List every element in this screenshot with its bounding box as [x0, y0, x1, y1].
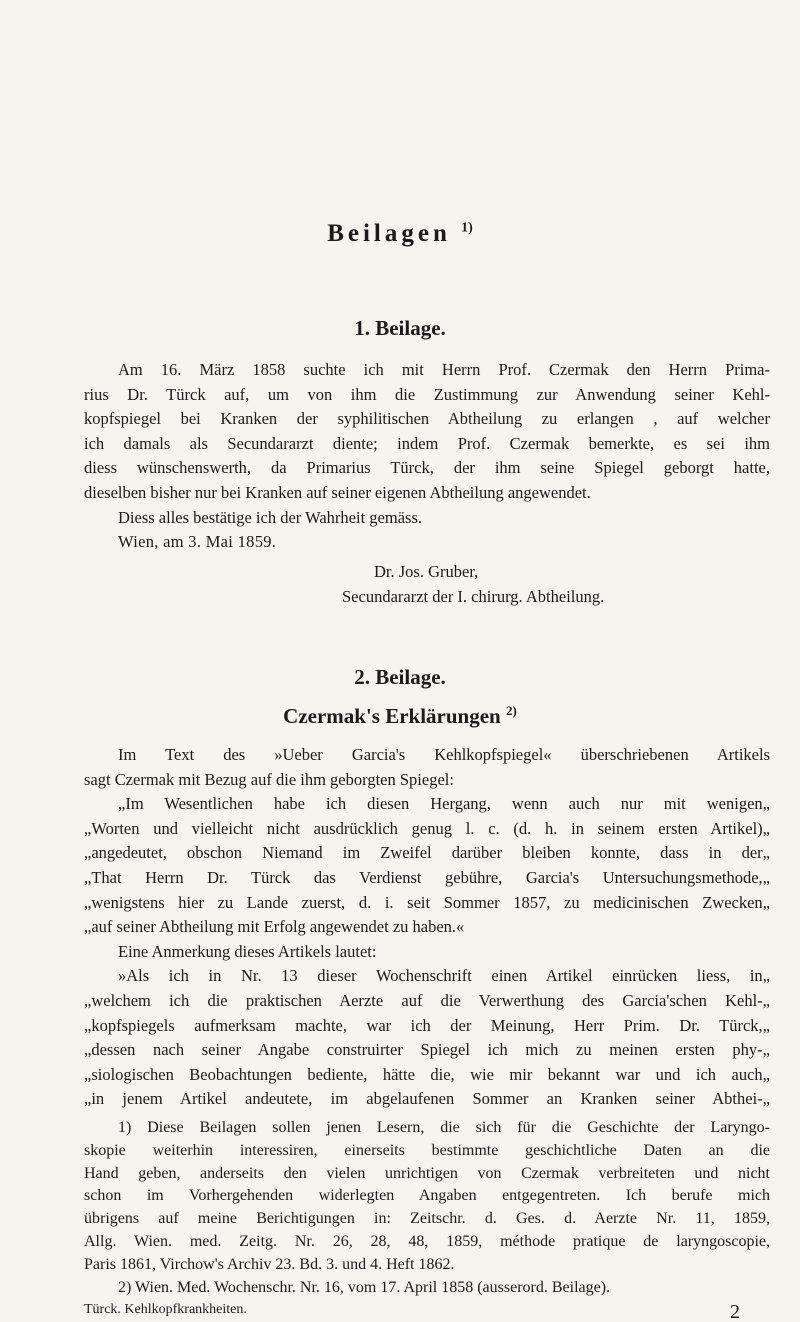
signature-block: [84, 560, 770, 609]
section1-line: diess wünschenswerth, da Primarius Türck, der ihm seine Spiegel geborgt hatte,: [84, 458, 770, 478]
signature-role: Secundararzt der I. chirurg. Abtheilung.: [342, 586, 605, 606]
section2-line: „welchem ich die praktischen Aerzte auf die Verwerthung des Garcia'schen Kehl-„: [84, 990, 770, 1010]
footnote-line: 2) Wien. Med. Wochenschr. Nr. 16, vom 17. April 1858 (ausserord. Beilage).: [118, 1278, 611, 1296]
section2-body: [84, 743, 770, 1112]
section2-heading: 2. Beilage.: [354, 665, 446, 689]
section2-line: „siologischen Beobachtungen bediente, hätte die, wie mir bekannt war und ich auch„: [84, 1064, 770, 1084]
section2-line: Eine Anmerkung dieses Artikels lautet:: [118, 941, 377, 961]
section2-line: „dessen nach seiner Angabe construirter Spiegel ich mich zu meinen ersten phy-„: [84, 1040, 770, 1060]
footnote-line: skopie weiterhin interessiren, einerseits bestimmte geschichtliche Daten an die: [84, 1141, 770, 1159]
footnote-line: übrigens auf meine Berichtigungen in: Zeitschr. d. Ges. d. Aerzte Nr. 11, 1859,: [84, 1210, 770, 1228]
section1-line: rius Dr. Türck auf, um von ihm die Zustimmung zur Anwendung seiner Kehl-: [84, 384, 770, 404]
footnote-line: Allg. Wien. med. Zeitg. Nr. 26, 28, 48, 1859, méthode pratique de laryngoscopie,: [84, 1232, 770, 1250]
section1-line: dieselben bisher nur bei Kranken auf seiner eigenen Abtheilung angewendet.: [84, 482, 591, 502]
section2-subheading-text: Czermak's Erklärungen: [283, 704, 501, 728]
signature-mark: 2: [730, 1301, 740, 1322]
signature-name: Dr. Jos. Gruber,: [374, 562, 479, 581]
place-date: Wien, am 3. Mai 1859.: [118, 532, 277, 552]
subheading-footnote-marker: 2): [505, 703, 517, 718]
section1-line: Diess alles bestätige ich der Wahrheit gemäss.: [118, 507, 422, 527]
section2-line: »Als ich in Nr. 13 dieser Wochenschrift einen Artikel einrücken liess, in„: [118, 966, 770, 986]
footnote-line: Paris 1861, Virchow's Archiv 23. Bd. 3. und 4. Heft 1862.: [84, 1255, 455, 1273]
signature-line: Türck. Kehlkopfkrankheiten.: [84, 1302, 247, 1318]
section1-line: ich damals als Secundararzt diente; indem Prof. Czermak bemerkte, es sei ihm: [84, 433, 770, 453]
footnote-line: 1) Diese Beilagen sollen jenen Lesern, die sich für die Geschichte der Laryngo-: [118, 1119, 770, 1136]
section2-line: „That Herrn Dr. Türck das Verdienst gebühre, Garcia's Untersuchungsmethode,„: [84, 867, 770, 887]
section1-line: kopfspiegel bei Kranken der syphilitischen Abtheilung zu erlangen , auf welcher: [84, 409, 770, 429]
page-title: [0, 220, 800, 248]
footnote-line: schon im Vorhergehenden widerlegten Angaben entgegentreten. Ich berufe mich: [84, 1187, 770, 1205]
section2-line: sagt Czermak mit Bezug auf die ihm geborgten Spiegel:: [84, 769, 454, 789]
section1-heading: 1. Beilage.: [354, 316, 446, 340]
footnotes: [84, 1117, 770, 1322]
section2-line: „wenigstens hier zu Lande zuerst, d. i. seit Sommer 1857, zu medicinischen Zwecken„: [84, 892, 770, 912]
page-title-text: Beilagen: [327, 220, 451, 247]
section1-body: [84, 358, 770, 555]
section2-line: „kopfspiegels aufmerksam machte, war ich der Meinung, Herr Prim. Dr. Türck,„: [84, 1015, 770, 1035]
section2-line: „Im Wesentlichen habe ich diesen Hergang, wenn auch nur mit wenigen„: [118, 794, 770, 814]
section2-subheading: [0, 703, 800, 729]
section2-line: „Worten und vielleicht nicht ausdrücklich genug l. c. (d. h. in seinem ersten Artikel)„: [84, 818, 770, 838]
section2-line: „angedeutet, obschon Niemand im Zweifel darüber bleiben konnte, dass in der„: [84, 843, 770, 863]
footnote-line: Hand geben, anderseits den vielen unrichtigen von Czermak verbreiteten und nicht: [84, 1164, 770, 1182]
section1-line: Am 16. März 1858 suchte ich mit Herrn Prof. Czermak den Herrn Prima-: [118, 360, 770, 379]
section2-line: Im Text des »Ueber Garcia's Kehlkopfspiegel« überschriebenen Artikels: [118, 745, 770, 764]
section2-line: „auf seiner Abtheilung mit Erfolg angewendet zu haben.«: [84, 917, 465, 937]
title-footnote-marker: 1): [461, 220, 473, 236]
section2-line: „in jenem Artikel andeutete, im abgelaufenen Sommer an Kranken seiner Abthei-„: [84, 1089, 770, 1109]
